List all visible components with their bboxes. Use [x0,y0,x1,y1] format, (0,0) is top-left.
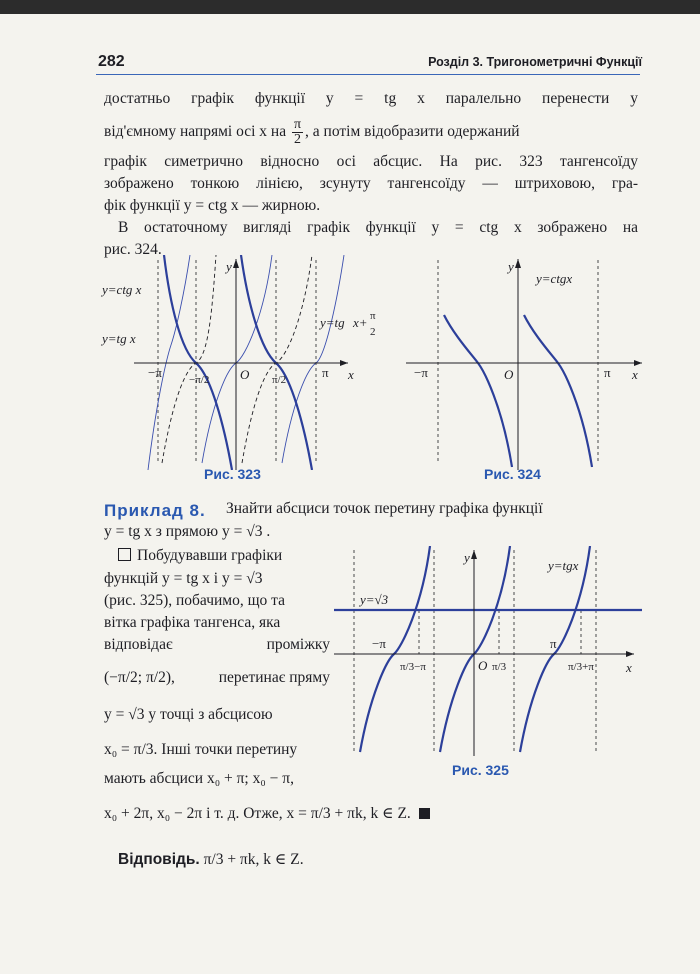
header-rule [96,74,640,75]
tick-pi3: π/3 [492,661,507,673]
frac-den: 2 [294,132,301,147]
solution-line-2: функцій y = tg x і y = √3 [104,570,263,587]
label-shift-pi: π [370,310,376,322]
tick-minus-pi: −π [148,365,162,380]
text-line-3: графік симетрично відносно осі абсцис. На рис. 323 тангенсоїду [104,153,638,170]
page-number: 282 [98,53,125,70]
tick-pi: π [322,365,329,380]
solution-line-5 [104,635,330,655]
solution-p1: Побудувавши графіки [137,547,283,564]
solution-p5a: відповідає [104,636,173,653]
frac-num: π [293,117,302,132]
y-axis-arrow [515,259,521,268]
tg-branch-2 [440,546,510,752]
y-axis-label: y [508,259,514,274]
label-tg: y=tg x [102,331,136,346]
caption-323: Рис. 323 [204,466,261,482]
checkbox-icon [118,548,131,561]
tick-pi: π [550,636,557,651]
origin-label: O [504,367,514,382]
text-line-4: зображено тонкою лінією, зсунуту тангенсоїду — штриховою, гра- [104,175,638,192]
text-line-7: рис. 324. [104,241,162,258]
x-axis-arrow [626,651,634,657]
answer-value: π/3 + πk, k ∈ Z. [203,851,304,868]
y-axis-arrow [471,550,477,559]
text-line-2 [104,118,638,147]
x-axis-label: x [348,367,354,382]
example-title: Приклад 8. [104,501,206,520]
caption-324: Рис. 324 [484,466,541,482]
scan-top-edge [0,0,700,14]
tg-branch-3 [282,255,344,463]
figure-325 [334,546,642,756]
answer-line [118,850,652,870]
end-of-proof-icon [419,808,430,819]
answer-label: Відповідь. [118,851,200,868]
solution-line-6 [104,668,330,688]
label-shift-arg: x+ [353,315,368,330]
solution-line-4: вітка графіка тангенса, яка [104,614,281,631]
example-line-2 [104,522,638,542]
label-sqrt3: y=√3 [360,592,389,607]
y-axis-label: y [226,259,232,274]
text-line-2a: від'ємному напрямі осі x на [104,123,287,141]
example-line-2a: y = tg x з прямою [104,523,219,540]
label-ctg: y=ctgx [536,271,573,286]
ctg-branch-1 [444,315,512,467]
example-line-2b: y = √3 . [221,523,271,540]
solution-p10: x₀ + 2π, x₀ − 2π і т. д. Отже, x = π/3 + πk, k ∈ Z. [104,805,411,822]
text-line-6: В остаточному вигляді графік функції y = ctg x зображено на [118,219,638,236]
fraction-pi-over-2 [292,118,303,147]
tick-minus-pi: −π [372,636,386,651]
example-line-1: Знайти абсциси точок перетину графіка функції [226,500,543,517]
x-axis-label: x [632,367,638,382]
tg-branch-1 [360,546,430,752]
solution-line-7: y = √3 у точці з абсцисою [104,706,273,723]
x-axis-arrow [634,360,642,366]
solution-p8a: x₀ = π/3 [104,741,154,758]
origin-label: O [478,658,488,673]
x-axis-arrow [340,360,348,366]
solution-line-10 [104,804,638,824]
y-axis-label: y [464,550,470,565]
solution-line-8 [104,740,330,760]
text-line-1: достатньо графік функції y = tg x паралельно перенести у [104,90,638,107]
solution-p5b: проміжку [266,636,330,653]
label-shift-two: 2 [370,326,376,338]
label-tg: y=tgx [548,558,579,573]
label-tg-shift: y=tg [320,315,345,330]
ctg-branch-2 [524,315,592,467]
tick-minus-half-pi: −π/2 [189,374,210,386]
text-line-5: фік функції y = ctg x — жирною. [104,197,321,214]
solution-line-9: мають абсциси x₀ + π; x₀ − π, [104,770,294,787]
figure-323 [86,255,406,470]
x-axis-label: x [626,660,632,675]
tg-branch-2 [202,255,272,463]
solution-p6a: (−π/2; π/2), [104,669,175,686]
caption-325: Рис. 325 [452,762,509,778]
solution-p8b: . Інші точки перетину [153,741,298,758]
solution-line-3: (рис. 325), побачимо, що та [104,592,285,609]
tg-shift-branch-2 [242,255,312,463]
y-axis-arrow [233,259,239,268]
text-line-2b: , а потім відобразити одержаний [305,123,520,141]
tick-pi3-plus-pi: π/3+π [568,661,594,673]
tick-pi: π [604,365,611,380]
solution-line-1 [118,546,338,566]
tick-minus-pi: −π [414,365,428,380]
solution-p6b: перетинає пряму [218,669,330,686]
tick-half-pi: π/2 [272,374,287,386]
chapter-title: Розділ 3. Тригонометричні Функції [428,55,642,69]
label-ctg: y=ctg x [102,282,142,297]
tick-pi3-minus-pi: π/3−π [400,661,426,673]
figure-324 [406,255,650,470]
origin-label: O [240,367,250,382]
